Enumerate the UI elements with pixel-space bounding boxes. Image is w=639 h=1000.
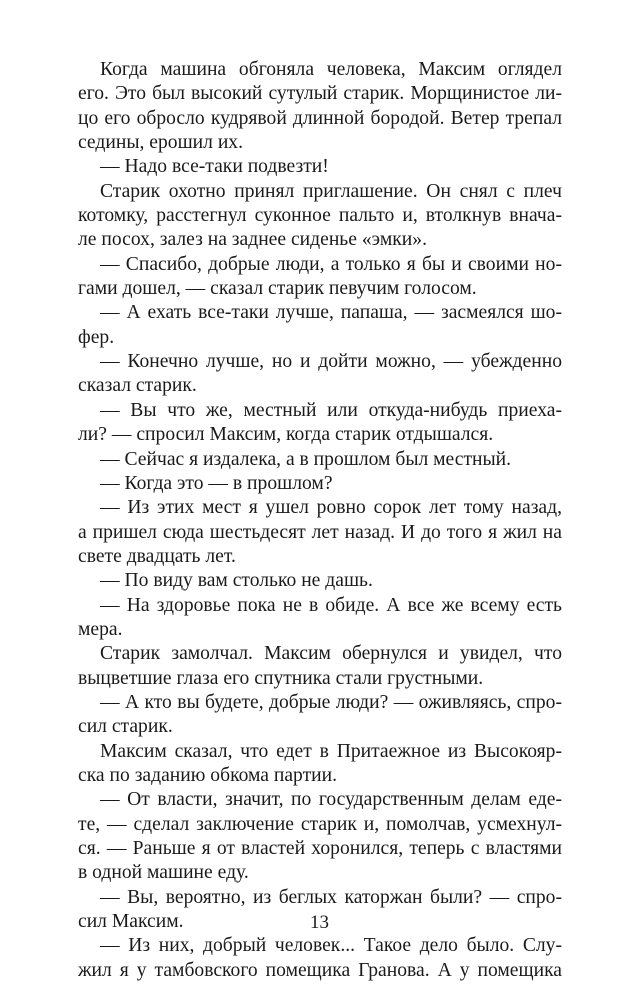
text-line: — Из этих мест я ушел ровно сорок лет тому назад,	[100, 497, 562, 519]
text-line: ся. — Раньше я от властей хоронился, теперь с властями	[78, 838, 562, 859]
text-line: жил я у тамбовского помещика Гранова. А у помещика	[78, 959, 562, 981]
text-line: — Вы, вероятно, из беглых каторжан были? — спро-	[100, 886, 562, 908]
text-line: котомку, расстегнул суконное пальто и, втолкнув внача-	[78, 205, 562, 227]
text-line: — Когда это — в прошлом?	[100, 472, 333, 494]
text-line: выцветшие глаза его спутника стали грустными.	[78, 667, 484, 689]
text-line: — Надо все-таки подвезти!	[100, 156, 329, 178]
text-line: седины, ерошил их.	[78, 132, 243, 154]
text-line: Когда машина обгоняла человека, Максим оглядел	[100, 59, 562, 80]
text-line: сил Максим.	[78, 911, 184, 933]
text-line: — Конечно лучше, но и дойти можно, — убежденно	[100, 351, 562, 373]
text-line: Старик охотно принял приглашение. Он снял с плеч	[100, 180, 562, 202]
text-line: те, — сделал заключение старик и, помолчав, усмехнул-	[78, 813, 562, 835]
text-line: — Спасибо, добрые люди, а только я бы и своими но-	[100, 253, 562, 275]
text-line: ска по заданию обкома партии.	[78, 764, 338, 786]
text-line: — Вы что же, местный или откуда-нибудь приеха-	[100, 399, 562, 421]
text-line: в одной машине еду.	[78, 862, 249, 884]
text-line: его. Это был высокий сутулый старик. Морщинистое ли-	[78, 83, 562, 105]
text-line: — А кто вы будете, добрые люди? — оживляясь, спро-	[100, 691, 562, 713]
text-line: — Сейчас я издалека, а в прошлом был местный.	[100, 448, 512, 470]
text-line: — От власти, значит, по государственным делам еде-	[100, 789, 562, 811]
text-line: мера.	[78, 618, 123, 640]
page-number: 13	[310, 912, 329, 933]
text-line: свете двадцать лет.	[78, 545, 236, 567]
text-line: — Из них, добрый человек... Такое дело было. Слу-	[100, 935, 562, 957]
text-line: цо его обросло кудрявой длинной бородой. Ветер трепал	[78, 107, 562, 129]
text-line: сил старик.	[78, 716, 173, 738]
text-line: ли? — спросил Максим, когда старик отдышался.	[78, 424, 494, 446]
text-line: Максим сказал, что едет в Притаежное из Высокояр-	[100, 740, 562, 762]
text-line: ле посох, залез на заднее сиденье «эмки».	[78, 229, 427, 251]
text-line: — По виду вам столько не дашь.	[100, 570, 373, 592]
text-line: — На здоровье пока не в обиде. А все же всему есть	[100, 594, 562, 616]
text-line: а пришел сюда шестьдесят лет назад. И до того я жил на	[78, 521, 562, 543]
text-line: гами дошел, — сказал старик певучим голосом.	[78, 278, 477, 300]
text-line: — А ехать все-таки лучше, папаша, — засмеялся шо-	[100, 302, 562, 324]
body-text	[78, 58, 562, 983]
text-line: Старик замолчал. Максим обернулся и увидел, что	[100, 643, 562, 665]
text-line: фер.	[78, 326, 115, 348]
text-line: сказал старик.	[78, 375, 197, 397]
